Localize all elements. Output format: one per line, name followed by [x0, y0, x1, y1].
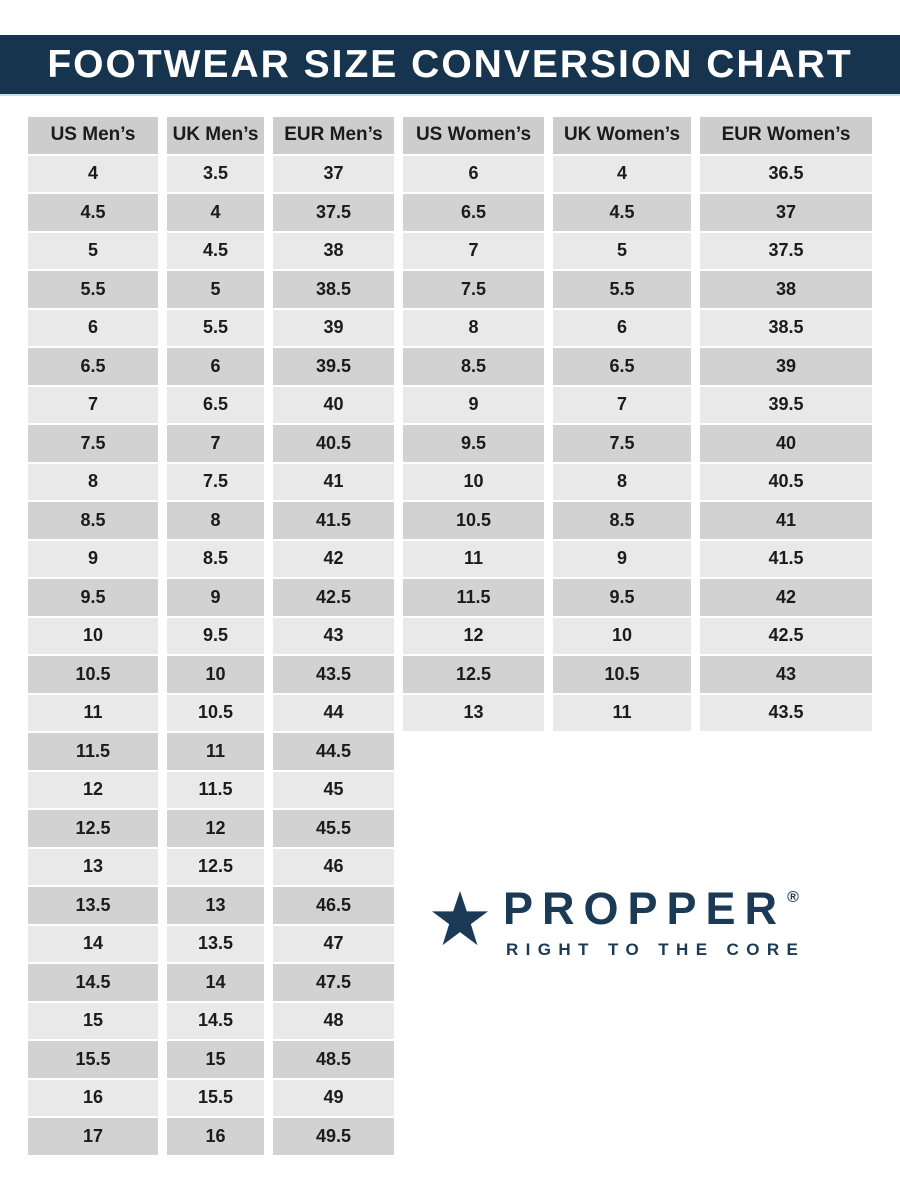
title-band — [0, 35, 900, 96]
table-cell: 13.5 — [167, 926, 264, 963]
table-cell: 9 — [167, 579, 264, 616]
table-cell: 6.5 — [167, 387, 264, 424]
table-cell: 11 — [553, 695, 691, 732]
empty-cell — [700, 849, 872, 886]
table-cell: 49.5 — [273, 1118, 394, 1155]
table-cell: 14 — [28, 926, 158, 963]
column-header: US Men’s — [28, 117, 158, 154]
table-cell: 7 — [167, 425, 264, 462]
table-cell: 6 — [28, 310, 158, 347]
table-cell: 8.5 — [167, 541, 264, 578]
table-cell: 41 — [700, 502, 872, 539]
table-cell: 8.5 — [403, 348, 544, 385]
table-cell: 15 — [167, 1041, 264, 1078]
table-cell: 13 — [403, 695, 544, 732]
table-cell: 10.5 — [28, 656, 158, 693]
table-cell: 49 — [273, 1080, 394, 1117]
table-cell: 40 — [700, 425, 872, 462]
table-cell: 42 — [273, 541, 394, 578]
table-cell: 12 — [167, 810, 264, 847]
empty-cell — [403, 1080, 544, 1117]
table-cell: 6 — [403, 156, 544, 193]
table-cell: 5 — [167, 271, 264, 308]
empty-cell — [700, 772, 872, 809]
empty-cell — [700, 964, 872, 1001]
table-cell: 10.5 — [167, 695, 264, 732]
table-cell: 41.5 — [700, 541, 872, 578]
column-header: US Women’s — [403, 117, 544, 154]
empty-cell — [403, 772, 544, 809]
table-cell: 6.5 — [553, 348, 691, 385]
empty-cell — [553, 1003, 691, 1040]
table-cell: 5.5 — [167, 310, 264, 347]
table-cell: 7.5 — [28, 425, 158, 462]
star-icon — [432, 889, 488, 949]
table-cell: 45.5 — [273, 810, 394, 847]
table-cell: 40.5 — [700, 464, 872, 501]
table-cell: 42.5 — [273, 579, 394, 616]
table-cell: 14.5 — [28, 964, 158, 1001]
brand-name — [503, 883, 805, 934]
table-cell: 38 — [273, 233, 394, 270]
table-cell: 11.5 — [167, 772, 264, 809]
table-cell: 12 — [403, 618, 544, 655]
table-cell: 43.5 — [700, 695, 872, 732]
table-cell: 11 — [403, 541, 544, 578]
table-cell: 36.5 — [700, 156, 872, 193]
table-cell: 43 — [273, 618, 394, 655]
table-cell: 42 — [700, 579, 872, 616]
table-cell: 13.5 — [28, 887, 158, 924]
table-cell: 16 — [167, 1118, 264, 1155]
table-cell: 38 — [700, 271, 872, 308]
empty-cell — [553, 1080, 691, 1117]
table-cell: 8 — [28, 464, 158, 501]
table-cell: 44 — [273, 695, 394, 732]
empty-cell — [700, 1003, 872, 1040]
table-cell: 37.5 — [273, 194, 394, 231]
table-cell: 8.5 — [28, 502, 158, 539]
empty-cell — [403, 964, 544, 1001]
table-cell: 7.5 — [403, 271, 544, 308]
table-cell: 5.5 — [28, 271, 158, 308]
table-cell: 12.5 — [28, 810, 158, 847]
table-cell: 8 — [403, 310, 544, 347]
brand-wordmark: PROPPER — [503, 883, 787, 934]
table-cell: 11 — [28, 695, 158, 732]
empty-cell — [700, 1080, 872, 1117]
table-cell: 4.5 — [553, 194, 691, 231]
empty-cell — [553, 772, 691, 809]
table-cell: 4 — [28, 156, 158, 193]
table-cell: 10 — [167, 656, 264, 693]
table-cell: 5 — [28, 233, 158, 270]
table-cell: 10.5 — [403, 502, 544, 539]
table-cell: 9 — [403, 387, 544, 424]
table-cell: 15 — [28, 1003, 158, 1040]
table-cell: 13 — [167, 887, 264, 924]
table-cell: 40.5 — [273, 425, 394, 462]
empty-cell — [553, 733, 691, 770]
table-cell: 37 — [700, 194, 872, 231]
table-cell: 6.5 — [28, 348, 158, 385]
table-cell: 5.5 — [553, 271, 691, 308]
table-cell: 41 — [273, 464, 394, 501]
brand-logo — [432, 883, 806, 960]
table-cell: 9.5 — [553, 579, 691, 616]
empty-cell — [403, 733, 544, 770]
logo-text — [503, 883, 806, 960]
table-cell: 3.5 — [167, 156, 264, 193]
table-cell: 48.5 — [273, 1041, 394, 1078]
table-cell: 41.5 — [273, 502, 394, 539]
table-cell: 38.5 — [273, 271, 394, 308]
table-cell: 8.5 — [553, 502, 691, 539]
table-cell: 7.5 — [553, 425, 691, 462]
empty-cell — [553, 810, 691, 847]
table-cell: 14.5 — [167, 1003, 264, 1040]
empty-cell — [700, 1041, 872, 1078]
table-cell: 46.5 — [273, 887, 394, 924]
table-cell: 13 — [28, 849, 158, 886]
table-cell: 37.5 — [700, 233, 872, 270]
table-cell: 39.5 — [700, 387, 872, 424]
table-cell: 8 — [167, 502, 264, 539]
table-cell: 9 — [28, 541, 158, 578]
table-cell: 46 — [273, 849, 394, 886]
table-cell: 10.5 — [553, 656, 691, 693]
table-cell: 5 — [553, 233, 691, 270]
empty-cell — [553, 964, 691, 1001]
table-cell: 4 — [167, 194, 264, 231]
page-title: FOOTWEAR SIZE CONVERSION CHART — [47, 42, 853, 86]
empty-cell — [403, 1041, 544, 1078]
table-cell: 43.5 — [273, 656, 394, 693]
table-cell: 9.5 — [403, 425, 544, 462]
table-cell: 47.5 — [273, 964, 394, 1001]
table-cell: 7 — [553, 387, 691, 424]
table-cell: 17 — [28, 1118, 158, 1155]
table-cell: 4.5 — [28, 194, 158, 231]
table-cell: 15.5 — [28, 1041, 158, 1078]
table-cell: 11.5 — [403, 579, 544, 616]
column-header: UK Women’s — [553, 117, 691, 154]
table-cell: 12.5 — [167, 849, 264, 886]
table-cell: 39.5 — [273, 348, 394, 385]
table-cell: 45 — [273, 772, 394, 809]
column-header: EUR Men’s — [273, 117, 394, 154]
empty-cell — [700, 810, 872, 847]
empty-cell — [403, 849, 544, 886]
table-cell: 42.5 — [700, 618, 872, 655]
table-cell: 48 — [273, 1003, 394, 1040]
table-cell: 6 — [553, 310, 691, 347]
registered-trademark-icon: ® — [787, 889, 799, 906]
empty-cell — [553, 1041, 691, 1078]
table-cell: 8 — [553, 464, 691, 501]
brand-tagline: RIGHT TO THE CORE — [506, 940, 806, 959]
table-cell: 12 — [28, 772, 158, 809]
table-cell: 43 — [700, 656, 872, 693]
table-cell: 38.5 — [700, 310, 872, 347]
table-cell: 11.5 — [28, 733, 158, 770]
table-cell: 9.5 — [167, 618, 264, 655]
table-cell: 4.5 — [167, 233, 264, 270]
table-cell: 39 — [273, 310, 394, 347]
table-cell: 10 — [28, 618, 158, 655]
empty-cell — [700, 1118, 872, 1155]
table-cell: 6.5 — [403, 194, 544, 231]
empty-cell — [403, 1003, 544, 1040]
table-cell: 7 — [28, 387, 158, 424]
table-cell: 7.5 — [167, 464, 264, 501]
column-header: EUR Women’s — [700, 117, 872, 154]
table-cell: 12.5 — [403, 656, 544, 693]
column-header: UK Men’s — [167, 117, 264, 154]
empty-cell — [700, 733, 872, 770]
table-cell: 15.5 — [167, 1080, 264, 1117]
table-cell: 47 — [273, 926, 394, 963]
empty-cell — [403, 810, 544, 847]
table-cell: 9 — [553, 541, 691, 578]
size-conversion-table — [28, 117, 872, 1155]
empty-cell — [553, 1118, 691, 1155]
table-cell: 44.5 — [273, 733, 394, 770]
table-cell: 11 — [167, 733, 264, 770]
table-cell: 6 — [167, 348, 264, 385]
table-cell: 39 — [700, 348, 872, 385]
table-cell: 10 — [553, 618, 691, 655]
table-cell: 14 — [167, 964, 264, 1001]
table-cell: 9.5 — [28, 579, 158, 616]
table-cell: 10 — [403, 464, 544, 501]
table-cell: 16 — [28, 1080, 158, 1117]
empty-cell — [553, 849, 691, 886]
table-cell: 7 — [403, 233, 544, 270]
empty-cell — [403, 1118, 544, 1155]
table-cell: 40 — [273, 387, 394, 424]
table-cell: 37 — [273, 156, 394, 193]
table-cell: 4 — [553, 156, 691, 193]
